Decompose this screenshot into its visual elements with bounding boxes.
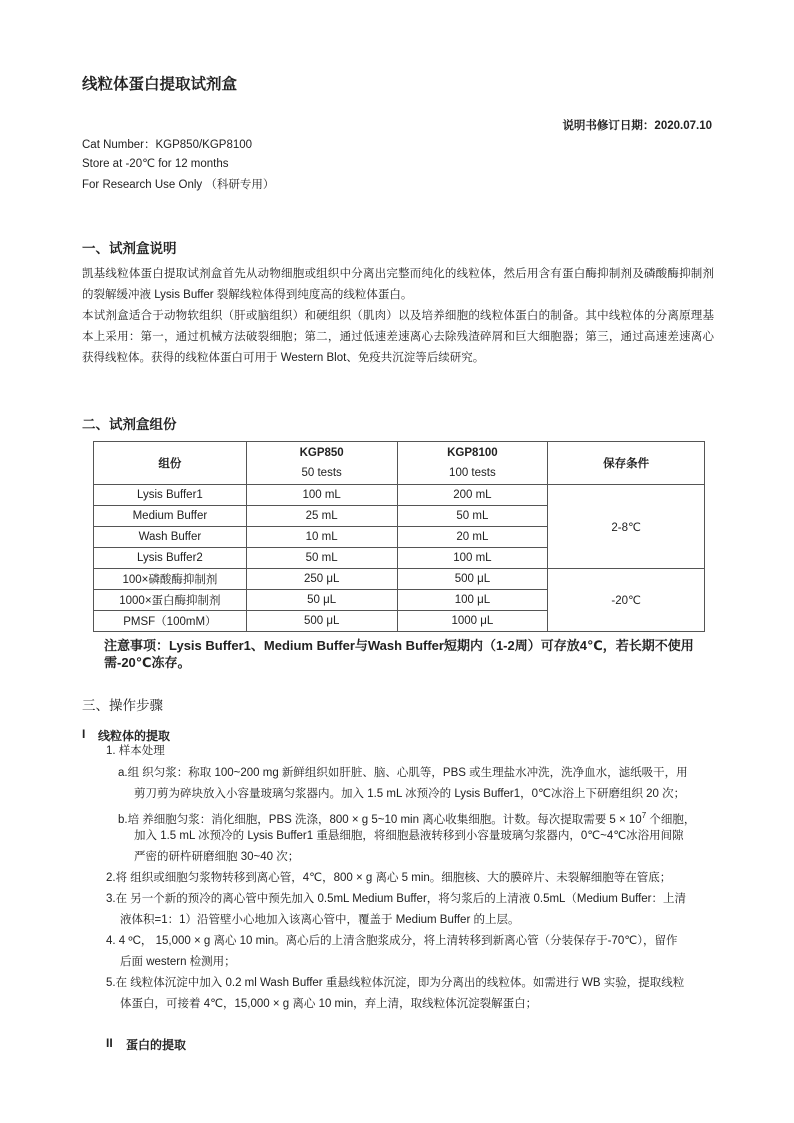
header-kgp850-code: KGP850 xyxy=(299,447,344,459)
section1-paragraph2: 本试剂盒适合于动物软组织（肝或脑组织）和硬组织（肌肉）以及培养细胞的线粒体蛋白的制备。其中线粒体的分离原理基本上采用：第一，通过机械方法破裂细胞；第二，通过低速差速离心去除残渣碎屑和巨大细胞器；第三，通过高速差速离心获得线粒体。获得的线粒体蛋白可用于 Western Blot、免疫共沉淀等后续研究。 xyxy=(82,310,714,364)
step2: 2.将 组织或细胞匀浆物转移到离心管，4℃，800 × g 离心 5 min。细胞核、大的膜碎片、未裂解细胞等在管底； xyxy=(106,872,672,884)
cell-component: Lysis Buffer2 xyxy=(94,548,247,569)
table-header-row xyxy=(94,442,705,485)
cell-kgp8100: 20 mL xyxy=(397,527,548,548)
step1b-line1-tail: 个细胞， xyxy=(646,813,696,826)
step3-line1: 3.在 另一个新的预冷的离心管中预先加入 0.5mL Medium Buffer，将匀浆后的上清液 0.5mL（Medium Buffer：上清 xyxy=(106,893,687,905)
part1-title: 线粒体的提取 xyxy=(98,729,171,743)
header-component: 组份 xyxy=(94,442,247,485)
cell-kgp8100: 100 mL xyxy=(397,548,548,569)
cell-kgp8100: 200 mL xyxy=(397,485,548,506)
step1b-exponent: 7 xyxy=(641,811,647,820)
header-kgp8100 xyxy=(397,442,548,485)
step1a-line1: a.组 织匀浆：称取 100~200 mg 新鲜组织如肝脏、脑、心肌等，PBS 或生理盐水冲洗，洗净血水，滤纸吸干，用 xyxy=(118,767,688,779)
step3-line2: 液体积=1：1）沿管壁小心地加入该离心管中，覆盖于 Medium Buffer 的上层。 xyxy=(120,914,520,926)
step4-line1: 4. 4 ºC， 15,000 × g 离心 10 min。离心后的上清含胞浆成分，将上清转移到新离心管（分装保存于-70℃），留作 xyxy=(106,935,678,947)
cell-component: Lysis Buffer1 xyxy=(94,485,247,506)
header-storage: 保存条件 xyxy=(548,442,705,485)
cell-component: 100×磷酸酶抑制剂 xyxy=(94,569,247,590)
cell-kgp8100: 50 mL xyxy=(397,506,548,527)
section2-heading: 二、试剂盒组份 xyxy=(82,417,177,432)
revision-date: 说明书修订日期：2020.07.10 xyxy=(562,120,712,132)
cell-component: PMSF（100mM） xyxy=(94,611,247,632)
cat-number: Cat Number：KGP850/KGP8100 xyxy=(82,139,253,151)
cell-kgp850: 250 μL xyxy=(246,569,397,590)
cell-kgp850: 25 mL xyxy=(246,506,397,527)
cell-kgp8100: 500 μL xyxy=(397,569,548,590)
storage-info: Store at -20℃ for 12 months xyxy=(82,158,229,170)
step5-line2: 体蛋白，可接着 4℃，15,000 × g 离心 10 min，弃上清，取线粒体沉淀裂解蛋白； xyxy=(120,998,538,1010)
cell-component: Wash Buffer xyxy=(94,527,247,548)
cell-kgp8100: 100 μL xyxy=(397,590,548,611)
step5-line1: 5.在 线粒体沉淀中加入 0.2 ml Wash Buffer 重悬线粒体沉淀，即为分离出的线粒体。如需进行 WB 实验，提取线粒 xyxy=(106,977,685,989)
step1-heading: 1. 样本处理 xyxy=(106,745,165,757)
section1-heading: 一、试剂盒说明 xyxy=(82,241,177,256)
step1b-line3: 严密的研杵研磨细胞 30~40 次； xyxy=(134,851,300,863)
part1-number: I xyxy=(82,727,86,741)
part2-title: 蛋白的提取 xyxy=(126,1038,187,1052)
step1a-line2: 剪刀剪为碎块放入小容量玻璃匀浆器内。加入 1.5 mL 冰预冷的 Lysis Buffer1，0℃冰浴上下研磨组织 20 次； xyxy=(134,788,686,800)
cell-kgp850: 50 μL xyxy=(246,590,397,611)
document-title: 线粒体蛋白提取试剂盒 xyxy=(82,76,238,93)
components-table xyxy=(93,441,705,632)
storage-notice: 注意事项：Lysis Buffer1、Medium Buffer与Wash Buffer短期内（1-2周）可存放4℃，若长期不使用需-20℃冻存。 xyxy=(104,638,694,670)
cell-component: 1000×蛋白酶抑制剂 xyxy=(94,590,247,611)
cell-kgp850: 100 mL xyxy=(246,485,397,506)
header-kgp8100-code: KGP8100 xyxy=(447,447,498,459)
research-use-note: For Research Use Only （科研专用） xyxy=(82,179,275,191)
header-kgp850 xyxy=(246,442,397,485)
part2-number: II xyxy=(106,1036,113,1050)
cell-storage-frozen: -20℃ xyxy=(548,569,705,632)
cell-component: Medium Buffer xyxy=(94,506,247,527)
cell-kgp850: 10 mL xyxy=(246,527,397,548)
header-kgp850-tests: 50 tests xyxy=(301,467,342,479)
step1b-line1-text: b.培 养细胞匀浆：消化细胞，PBS 洗涤，800 × g 5~10 min 离心收集细胞。计数。每次提取需要 5 × 10 xyxy=(118,813,642,826)
table-row xyxy=(94,485,705,506)
header-kgp8100-tests: 100 tests xyxy=(449,467,496,479)
section3-heading: 三、操作步骤 xyxy=(82,698,163,713)
step1b-line2: 加入 1.5 mL 冰预冷的 Lysis Buffer1 重悬细胞，将细胞悬液转移到小容量玻璃匀浆器内，0℃~4℃冰浴用间隙 xyxy=(134,830,684,842)
table-row xyxy=(94,569,705,590)
cell-kgp850: 500 μL xyxy=(246,611,397,632)
cell-kgp850: 50 mL xyxy=(246,548,397,569)
step4-line2: 后面 western 检测用； xyxy=(120,956,236,968)
section1-paragraph1: 凯基线粒体蛋白提取试剂盒首先从动物细胞或组织中分离出完整而纯化的线粒体，然后用含有蛋白酶抑制剂及磷酸酶抑制剂的裂解缓冲液 Lysis Buffer 裂解线粒体得到纯度高的线粒体蛋白。 xyxy=(82,268,714,301)
cell-storage-refrigerated: 2-8℃ xyxy=(548,485,705,569)
cell-kgp8100: 1000 μL xyxy=(397,611,548,632)
